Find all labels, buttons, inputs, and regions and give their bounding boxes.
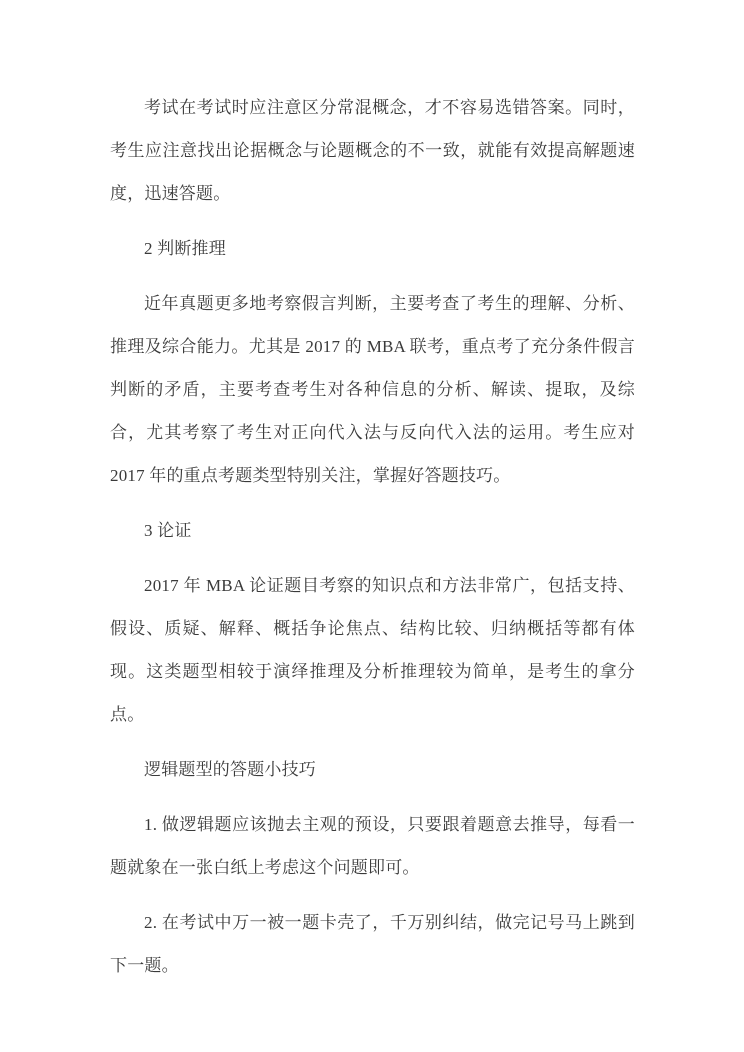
heading-answering-tips: 逻辑题型的答题小技巧 (144, 760, 316, 779)
paragraph-tip-2: 2. 在考试中万一被一题卡壳了，千万别纠结，做完记号马上跳到下一题。 (110, 913, 635, 975)
paragraph-judgment-reasoning-body: 近年真题更多地考察假言判断，主要考查了考生的理解、分析、推理及综合能力。尤其是 2017 的 MBA 联考，重点考了充分条件假言判断的矛盾，主要考查考生对各种信息的分析、解读、提取，及综合，尤其考察了考生对正向代入法与反向代入法的运用。考生应对 2017 年的重点考题类型特别关注，掌握好答题技巧。 (110, 294, 635, 485)
paragraph-tip-1: 1. 做逻辑题应该抛去主观的预设，只要跟着题意去推导，每看一题就象在一张白纸上考虑这个问题即可。 (110, 815, 635, 877)
heading-judgment-reasoning: 2 判断推理 (144, 239, 226, 258)
paragraph-argumentation-body: 2017 年 MBA 论证题目考察的知识点和方法非常广，包括支持、假设、质疑、解释、概括争论焦点、结构比较、归纳概括等都有体现。这类题型相较于演绎推理及分析推理较为简单，是考生的拿分点。 (110, 576, 635, 724)
paragraph-concept-tips: 考试在考试时应注意区分常混概念，才不容易选错答案。同时，考生应注意找出论据概念与论题概念的不一致，就能有效提高解题速度，迅速答题。 (110, 98, 635, 203)
heading-argumentation: 3 论证 (144, 521, 192, 540)
